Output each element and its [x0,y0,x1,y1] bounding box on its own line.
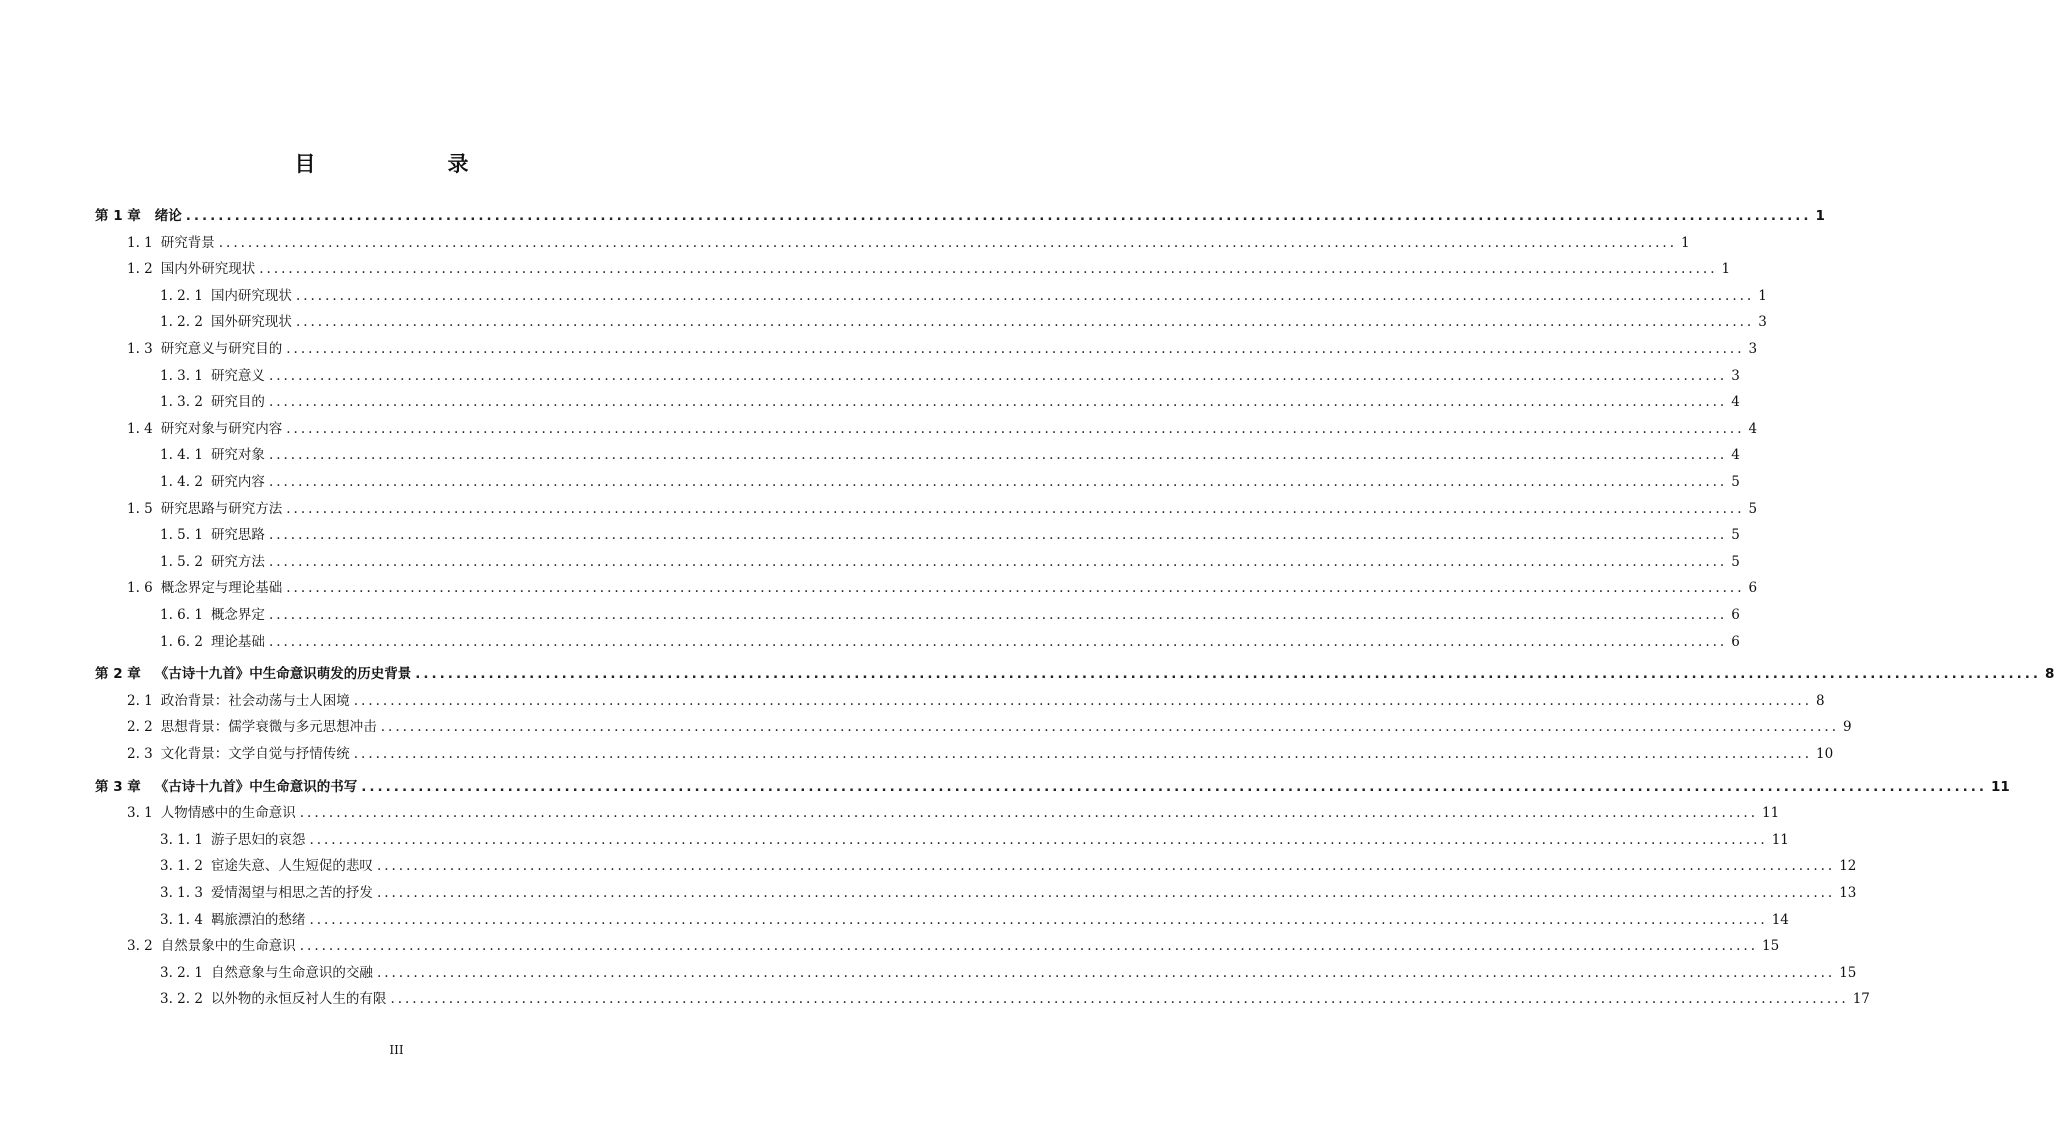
toc-entry-number: 3. 1. 3 [160,885,203,901]
toc-entry-page: 3 [1748,341,1758,357]
toc-leader-dots: ........................................................................................................................................................................................................ [390,991,1849,1008]
toc-entry-page: 5 [1731,474,1740,490]
toc-entry[interactable] [127,578,1758,598]
toc-entry[interactable] [127,691,1825,711]
toc-entry-page: 11 [1762,805,1780,822]
toc-entry-number: 1. 3. 1 [160,367,203,384]
toc-entry-page: 1 [1681,234,1690,251]
toc-entry[interactable] [160,286,1767,306]
toc-entry-title: 研究目的 [210,394,265,411]
toc-entry-title: 游子思妇的哀怨 [210,831,306,848]
toc-leader-dots: ........................................................................................................................................................................................................ [286,580,1745,597]
toc-entry[interactable] [160,552,1740,572]
toc-entry-page: 3 [1731,367,1740,384]
toc-entry-page: 6 [1731,607,1740,623]
toc-entry[interactable] [95,664,2054,684]
toc-entry-number: 1. 2. 1 [160,287,203,304]
toc-entry-title: 以外物的永恒反衬人生的有限 [210,991,387,1008]
toc-leader-dots: ........................................................................................................................................................................................................ [376,858,1836,875]
toc-entry-page: 15 [1839,964,1857,981]
toc-entry-page: 9 [1843,719,1852,736]
toc-entry[interactable] [160,830,1789,850]
toc-entry-title: 研究内容 [210,474,265,490]
toc-leader-dots: ........................................................................................................................................................................................................ [353,692,1813,709]
toc-entry[interactable] [160,366,1740,386]
toc-entry-page: 12 [1839,858,1857,875]
toc-entry-number: 3. 1 [127,805,153,822]
toc-entry-number: 1. 1 [127,234,153,251]
toc-entry-title: 理论基础 [210,633,265,650]
toc-leader-dots: ........................................................................................................................................................................................................ [268,447,1728,464]
toc-entry-number: 2. 2 [127,719,153,736]
toc-entry-page: 15 [1762,938,1780,955]
toc-entry[interactable] [160,312,1767,332]
toc-entry-number: 2. 1 [127,692,153,709]
toc-entry-page: 3 [1758,314,1767,331]
toc-leader-dots: ........................................................................................................................................................................................................ [286,341,1745,357]
toc-entry-title: 文化背景：文学自觉与抒情传统 [160,746,350,762]
toc-leader-dots: ........................................................................................................................................................................................................ [268,367,1728,384]
toc-entry-title: 思想背景：儒学衰微与多元思想冲击 [160,719,377,736]
page-number: III [389,1043,404,1057]
toc-leader-dots: ........................................................................................................................................................................................................ [286,420,1745,437]
toc-entry-title: 《古诗十九首》中生命意识的书写 [154,778,358,795]
toc-entry-number: 1. 5 [127,500,153,517]
toc-entry-title: 研究对象与研究内容 [160,420,283,437]
toc-entry[interactable] [127,744,1834,764]
toc-entry-title: 研究思路与研究方法 [160,500,283,517]
toc-leader-dots: ........................................................................................................................................................................................................ [295,287,1755,304]
toc-leader-dots: ........................................................................................................................................................................................................ [376,964,1836,981]
toc-entry-title: 政治背景：社会动荡与士人困境 [160,692,350,709]
toc-entry-page: 5 [1731,527,1740,544]
toc-entry-number: 第 1 章 [95,208,141,224]
toc-entry-page: 6 [1731,633,1740,650]
toc-entry-number: 1. 5. 2 [160,553,203,570]
toc-entry[interactable] [160,856,1857,876]
toc-entry-number: 1. 2 [127,261,153,278]
toc-entry-title: 绪论 [154,208,182,224]
toc-entry-number: 3. 1. 2 [160,858,203,875]
toc-entry-number: 1. 6. 1 [160,607,203,623]
toc-leader-dots: ........................................................................................................................................................................................................ [376,885,1836,901]
toc-entry-number: 3. 2. 2 [160,991,203,1008]
toc-entry-page: 5 [1731,553,1740,570]
toc-entry[interactable] [160,632,1740,652]
toc-entry[interactable] [95,777,2010,797]
toc-entry-title: 研究思路 [210,527,265,544]
toc-entry[interactable] [160,392,1740,412]
toc-leader-dots: ........................................................................................................................................................................................................ [299,938,1759,955]
toc-leader-dots: ........................................................................................................................................................................................................ [295,314,1755,331]
toc-entry-page: 8 [1816,692,1825,709]
toc-leader-dots: ........................................................................................................................................................................................................ [309,911,1768,928]
toc-leader-dots: ........................................................................................................................................................................................................ [268,527,1728,544]
toc-entry-title: 羁旅漂泊的愁绪 [210,911,306,928]
toc-entry-number: 1. 6. 2 [160,633,203,650]
toc-entry[interactable] [160,445,1740,465]
toc-entry-title: 研究意义 [210,367,265,384]
toc-entry-page: 11 [1990,778,2010,795]
toc-entry[interactable] [127,339,1758,359]
toc-entry-title: 《古诗十九首》中生命意识萌发的历史背景 [154,666,412,683]
toc-entry-number: 1. 3. 2 [160,394,203,411]
toc-entry[interactable] [160,605,1740,625]
toc-entry-number: 1. 4. 1 [160,447,203,464]
toc-entry-title: 概念界定与理论基础 [160,580,283,597]
toc-leader-dots: ........................................................................................................................................................................................................ [353,746,1813,762]
toc-entry-number: 3. 2 [127,938,153,955]
toc-entry-number: 1. 4. 2 [160,474,203,490]
toc-entry-title: 国外研究现状 [210,314,292,331]
toc-entry[interactable] [160,989,1870,1009]
toc-leader-dots: ........................................................................................................................................................................................................ [268,633,1728,650]
toc-leader-dots: ........................................................................................................................................................................................................ [299,805,1759,822]
toc-entry[interactable] [160,472,1740,492]
toc-entry-title: 人物情感中的生命意识 [160,805,296,822]
toc-entry[interactable] [95,206,1825,226]
toc-leader-dots: ........................................................................................................................................................................................................ [185,208,1812,224]
toc-leader-dots: ........................................................................................................................................................................................................ [286,500,1745,517]
toc-leader-dots: ........................................................................................................................................................................................................ [268,553,1728,570]
toc-entry[interactable] [127,259,1731,279]
toc-leader-dots: ........................................................................................................................................................................................................ [268,474,1728,490]
toc-leader-dots: ........................................................................................................................................................................................................ [309,831,1768,848]
toc-leader-dots: ........................................................................................................................................................................................................ [361,778,1987,795]
toc-entry-title: 宦途失意、人生短促的悲叹 [210,858,373,875]
toc-entry-page: 6 [1748,580,1758,597]
toc-entry-title: 研究意义与研究目的 [160,341,283,357]
toc-entry-page: 8 [2044,666,2054,683]
toc-title: 目 录 [294,152,499,176]
toc-entry-number: 1. 2. 2 [160,314,203,331]
toc-entry-page: 11 [1771,831,1789,848]
toc-entry-title: 国内外研究现状 [160,261,256,278]
toc-entry-title: 研究背景 [160,234,215,251]
toc-entry-number: 3. 1. 4 [160,911,203,928]
toc-entry-title: 自然意象与生命意识的交融 [210,964,373,981]
toc-entry-number: 1. 3 [127,341,153,357]
toc-entry-title: 爱情渴望与相思之苦的抒发 [210,885,373,901]
toc-entry[interactable] [160,910,1789,930]
toc-entry-page: 17 [1852,991,1870,1008]
toc-entry-page: 1 [1721,261,1731,278]
toc-entry[interactable] [127,499,1758,519]
toc-entry-title: 自然景象中的生命意识 [160,938,296,955]
toc-entry-page: 4 [1748,420,1758,437]
toc-entry-title: 国内研究现状 [210,287,292,304]
toc-leader-dots: ........................................................................................................................................................................................................ [218,234,1678,251]
toc-entry[interactable] [160,525,1740,545]
toc-entry[interactable] [127,419,1758,439]
toc-leader-dots: ........................................................................................................................................................................................................ [415,666,2041,683]
toc-entry-title: 研究方法 [210,553,265,570]
toc-entry-page: 1 [1758,287,1767,304]
toc-entry-page: 14 [1771,911,1789,928]
toc-entry-number: 3. 2. 1 [160,964,203,981]
toc-entry-page: 10 [1816,746,1834,762]
toc-entry-title: 研究对象 [210,447,265,464]
toc-entry[interactable] [127,233,1690,253]
toc-entry[interactable] [160,883,1857,903]
toc-entry-page: 13 [1839,885,1857,901]
toc-entry-number: 1. 5. 1 [160,527,203,544]
toc-entry-title: 概念界定 [210,607,265,623]
toc-entry-number: 1. 6 [127,580,153,597]
toc-entry[interactable] [127,803,1780,823]
toc-entry[interactable] [160,963,1857,983]
toc-leader-dots: ........................................................................................................................................................................................................ [268,394,1728,411]
toc-entry-page: 1 [1815,208,1825,224]
toc-entry-page: 4 [1731,394,1740,411]
toc-entry-number: 2. 3 [127,746,153,762]
toc-leader-dots: ........................................................................................................................................................................................................ [268,607,1728,623]
toc-entry-page: 5 [1748,500,1758,517]
toc-entry-number: 第 3 章 [95,778,141,795]
toc-entry[interactable] [127,717,1852,737]
toc-entry[interactable] [127,936,1780,956]
toc-entry-page: 4 [1731,447,1740,464]
toc-entry-number: 3. 1. 1 [160,831,203,848]
toc-leader-dots: ........................................................................................................................................................................................................ [380,719,1840,736]
toc-entry-number: 第 2 章 [95,666,141,683]
toc-leader-dots: ........................................................................................................................................................................................................ [259,261,1718,278]
toc-entry-number: 1. 4 [127,420,153,437]
